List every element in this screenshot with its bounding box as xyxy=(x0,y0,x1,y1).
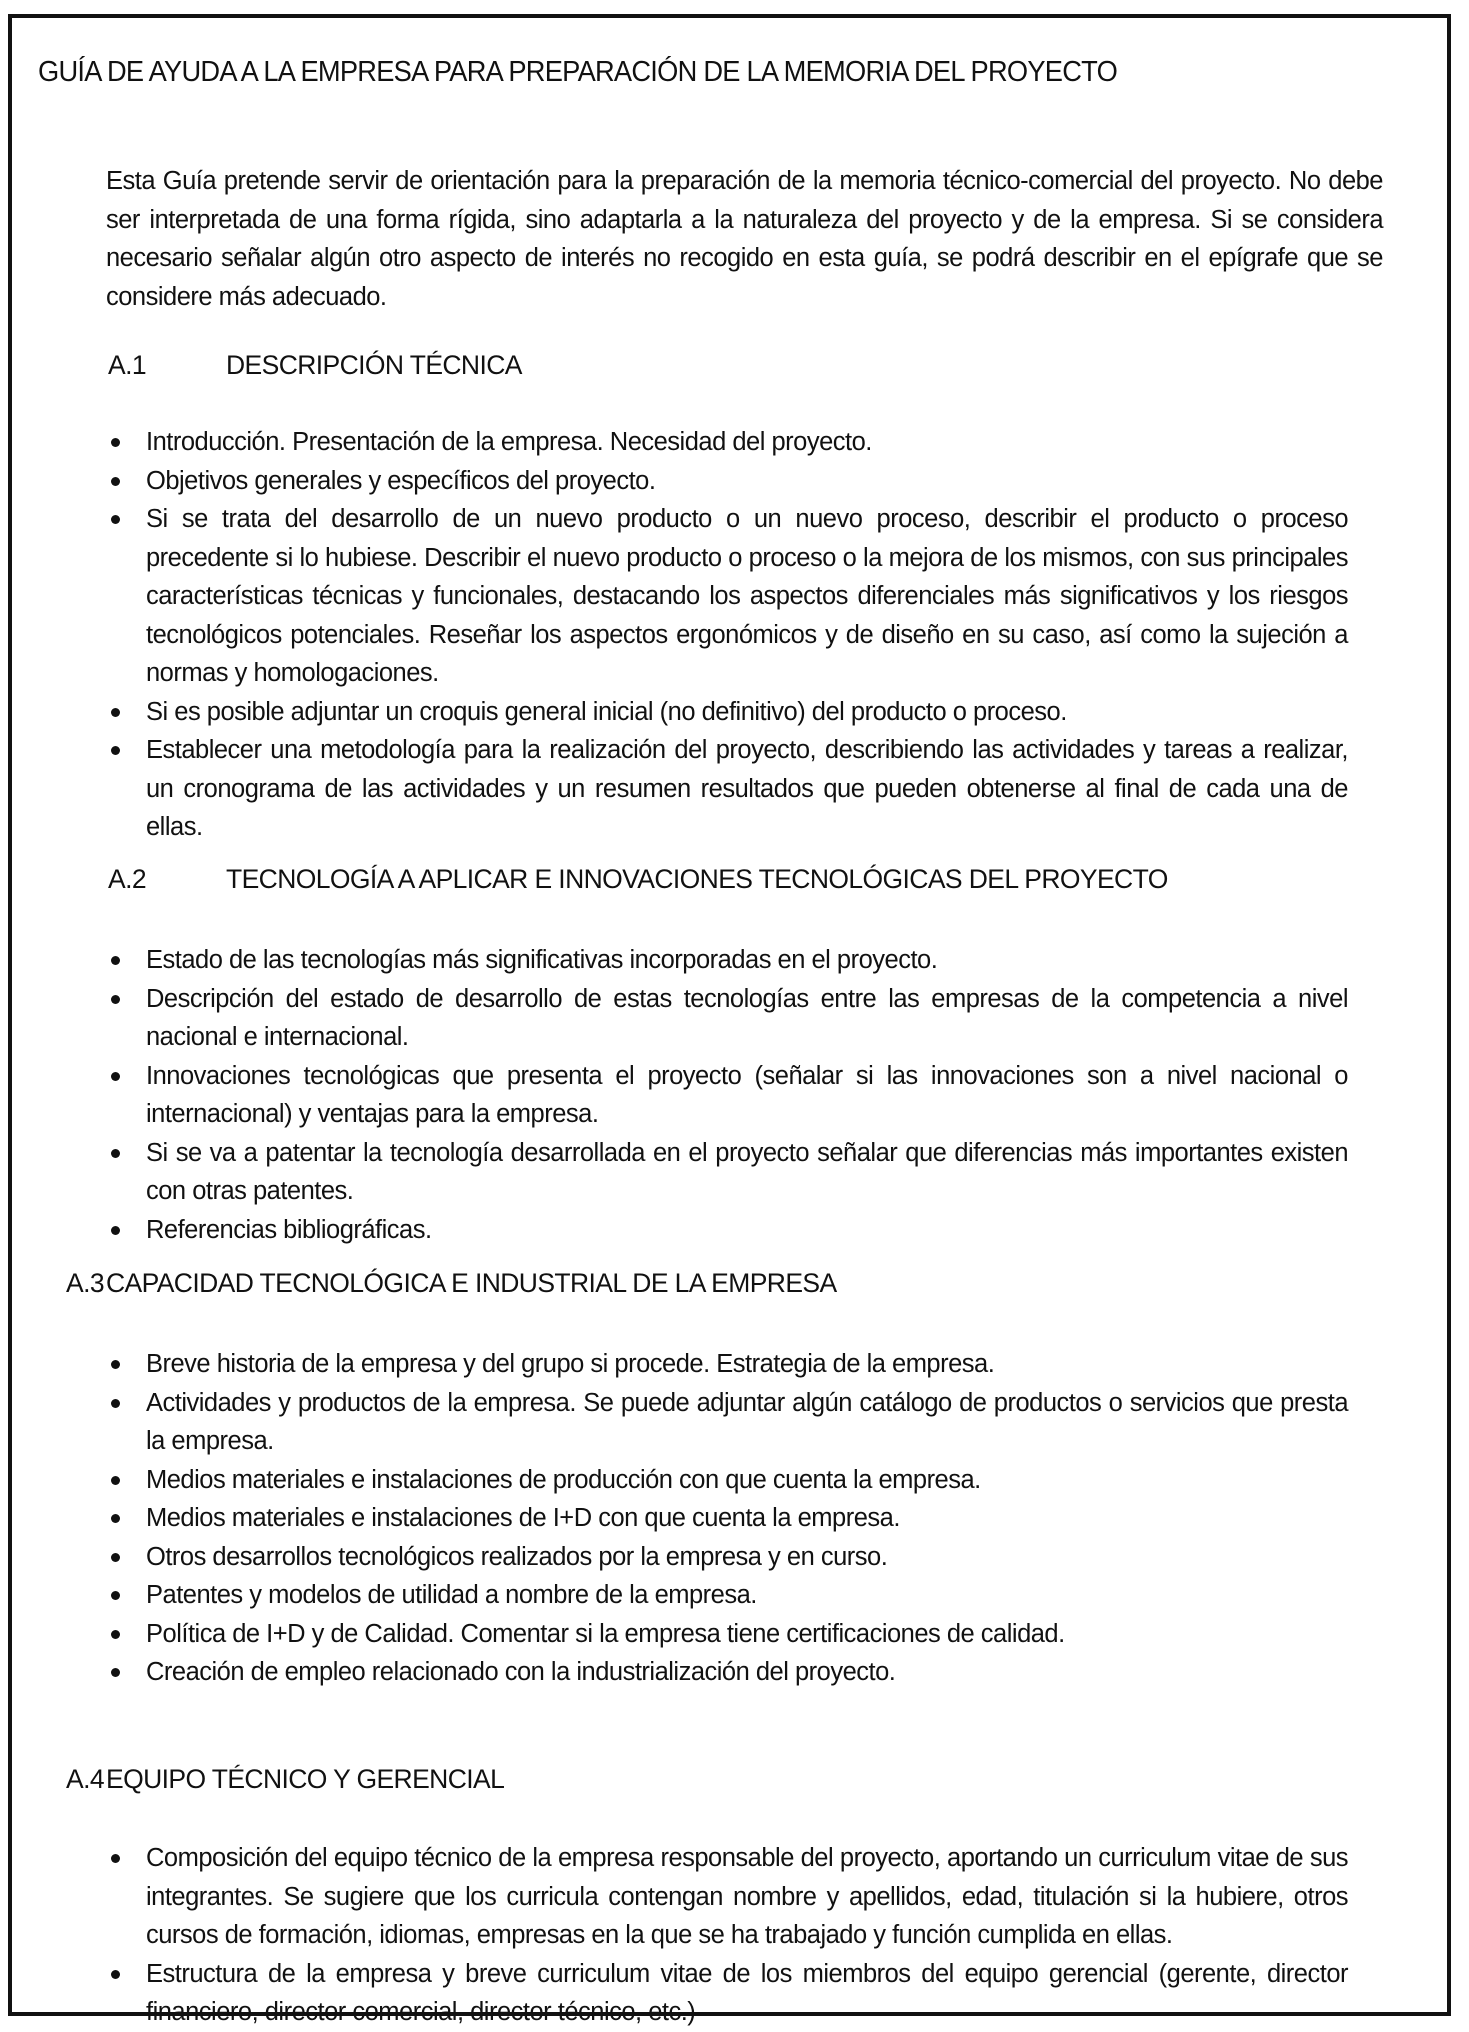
bullet-icon xyxy=(111,708,120,717)
list-item-text: Breve historia de la empresa y del grupo si procede. Estrategia de la empresa. xyxy=(146,1350,995,1378)
list-item xyxy=(108,500,1348,693)
list-item-text: Otros desarrollos tecnológicos realizados por la empresa y en curso. xyxy=(146,1542,888,1571)
bullet-list-a1 xyxy=(108,423,1348,847)
bullet-icon xyxy=(111,1668,120,1677)
bullet-icon xyxy=(111,1149,120,1158)
list-item-text: Innovaciones tecnológicas que presenta el proyecto (señalar si las innovaciones son a nivel nacional o internacional) y ventajas para la empresa. xyxy=(146,1061,1348,1128)
bullet-icon xyxy=(111,438,120,447)
list-item-text: Referencias bibliográficas. xyxy=(146,1215,432,1244)
list-item-text: Creación de empleo relacionado con la industrialización del proyecto. xyxy=(146,1658,896,1686)
bullet-icon xyxy=(111,1226,120,1235)
list-item-text: Medios materiales e instalaciones de I+D con que cuenta la empresa. xyxy=(146,1504,900,1532)
list-item xyxy=(108,1955,1348,2032)
list-item xyxy=(108,1057,1348,1134)
bullet-icon xyxy=(111,1360,120,1369)
bullet-icon xyxy=(111,995,120,1004)
list-item-text: Si se trata del desarrollo de un nuevo producto o un nuevo proceso, describir el producto o proceso precedente si lo hubiese. Describir el nuevo producto o proceso o la mejora de los mismos, con sus principales características técnicas y funcionales, destacando los aspectos diferenciales más significativos y los riesgos tecnológicos potenciales. Reseñar los aspectos ergonómicos y de diseño en su caso, así como la sujeción a normas y homologaciones. xyxy=(146,505,1348,687)
bullet-icon xyxy=(111,1630,120,1639)
bullet-icon xyxy=(111,956,120,965)
list-item-text: Si se va a patentar la tecnología desarrollada en el proyecto señalar que diferencias más importantes existen con otras patentes. xyxy=(146,1138,1348,1205)
list-item-text: Medios materiales e instalaciones de producción con que cuenta la empresa. xyxy=(146,1465,981,1494)
list-item-text: Establecer una metodología para la realización del proyecto, describiendo las actividades y tareas a realizar, un cronograma de las actividades y un resumen resultados que pueden obtenerse al final de cada una de ellas. xyxy=(146,736,1348,841)
section-heading-a4 xyxy=(66,1764,504,1795)
list-item xyxy=(108,423,1348,462)
list-item xyxy=(108,1461,1348,1500)
list-item-text: Actividades y productos de la empresa. Se puede adjuntar algún catálogo de productos o servicios que presta la empresa. xyxy=(146,1388,1348,1455)
list-item-text: Política de I+D y de Calidad. Comentar si la empresa tiene certificaciones de calidad. xyxy=(146,1619,1065,1648)
bullet-icon xyxy=(111,515,120,524)
bullet-icon xyxy=(111,1514,120,1523)
list-item xyxy=(108,980,1348,1057)
intro-paragraph: Esta Guía pretende servir de orientación para la preparación de la memoria técnico-comercial del proyecto. No debe ser interpretada de una forma rígida, sino adaptarla a la naturaleza del proyecto y de la empresa. Si se considera necesario señalar algún otro aspecto de interés no recogido en esta guía, se podrá describir en el epígrafe que se considere más adecuado. xyxy=(106,167,1383,311)
list-item-text: Si es posible adjuntar un croquis general inicial (no definitivo) del producto o proceso. xyxy=(146,697,1067,726)
bullet-list-a3 xyxy=(108,1345,1348,1692)
list-item-text: Patentes y modelos de utilidad a nombre de la empresa. xyxy=(146,1581,757,1609)
section-number: A.3 xyxy=(66,1268,104,1298)
list-item xyxy=(108,693,1348,732)
list-item-text: Introducción. Presentación de la empresa. Necesidad del proyecto. xyxy=(146,428,872,456)
section-number: A.2 xyxy=(108,864,146,894)
list-item-text: Objetivos generales y específicos del proyecto. xyxy=(146,466,656,495)
bullet-icon xyxy=(111,1854,120,1863)
list-item xyxy=(108,1384,1348,1461)
bullet-icon xyxy=(111,477,120,486)
section-title: TECNOLOGÍA A APLICAR E INNOVACIONES TECNOLÓGICAS DEL PROYECTO xyxy=(226,864,1168,894)
list-item xyxy=(108,1839,1348,1955)
list-item xyxy=(108,941,1348,980)
bullet-icon xyxy=(111,1399,120,1408)
list-item-text: Composición del equipo técnico de la empresa responsable del proyecto, aportando un curriculum vitae de sus integrantes. Se sugiere que los curricula contengan nombre y apellidos, edad, titulación si la hubiere, otros cursos de formación, idiomas, empresas en la que se ha trabajado y función cumplida en ellas. xyxy=(146,1844,1348,1949)
bullet-icon xyxy=(111,1553,120,1562)
section-heading-a3 xyxy=(66,1268,837,1299)
bullet-icon xyxy=(111,1072,120,1081)
list-item xyxy=(108,1615,1348,1654)
bullet-icon xyxy=(111,1591,120,1600)
section-number: A.4 xyxy=(66,1764,104,1794)
list-item xyxy=(108,1134,1348,1211)
bullet-icon xyxy=(111,1970,120,1979)
list-item-text: Estructura de la empresa y breve curriculum vitae de los miembros del equipo gerencial (gerente, director financiero, director comercial, director técnico, etc.) xyxy=(146,1959,1348,2026)
bullet-list-a2 xyxy=(108,941,1348,1249)
list-item xyxy=(108,1499,1348,1538)
section-title: CAPACIDAD TECNOLÓGICA E INDUSTRIAL DE LA EMPRESA xyxy=(106,1268,837,1298)
list-item xyxy=(108,1345,1348,1384)
bullet-icon xyxy=(111,1476,120,1485)
list-item-text: Descripción del estado de desarrollo de estas tecnologías entre las empresas de la competencia a nivel nacional e internacional. xyxy=(146,984,1348,1051)
section-heading-a2 xyxy=(108,864,1168,895)
document-title: GUÍA DE AYUDA A LA EMPRESA PARA PREPARACIÓN DE LA MEMORIA DEL PROYECTO xyxy=(38,56,1118,88)
section-title: EQUIPO TÉCNICO Y GERENCIAL xyxy=(106,1764,505,1794)
list-item xyxy=(108,1211,1348,1250)
list-item xyxy=(108,1538,1348,1577)
bullet-list-a4 xyxy=(108,1839,1348,2032)
section-number: A.1 xyxy=(108,350,146,380)
list-item xyxy=(108,1653,1348,1692)
list-item-text: Estado de las tecnologías más significativas incorporadas en el proyecto. xyxy=(146,946,938,974)
section-title: DESCRIPCIÓN TÉCNICA xyxy=(226,350,522,380)
list-item xyxy=(108,731,1348,847)
list-item xyxy=(108,1576,1348,1615)
section-heading-a1 xyxy=(108,350,522,381)
bullet-icon xyxy=(111,746,120,755)
list-item xyxy=(108,462,1348,501)
